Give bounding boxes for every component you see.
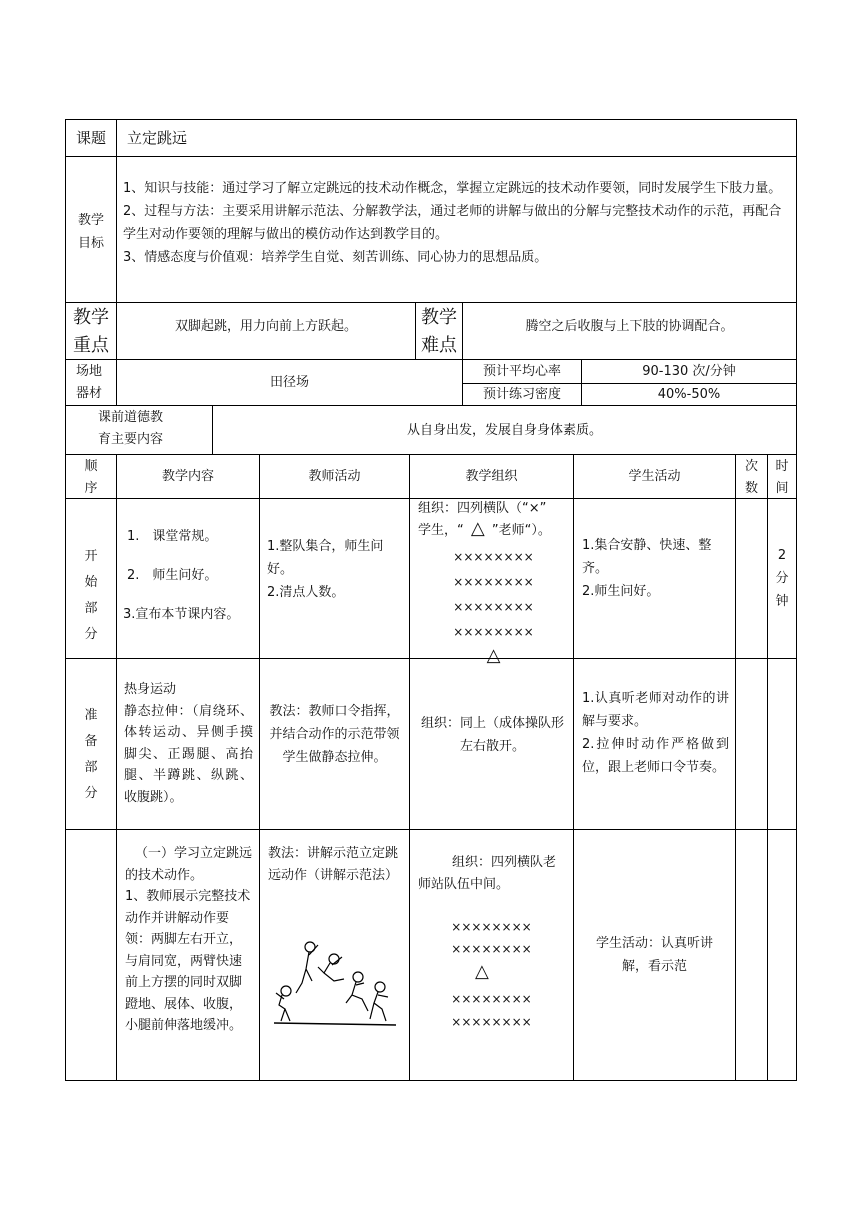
prep-student-item: 2.拉伸时动作严格做到位，跟上老师口令节奏。 bbox=[582, 737, 729, 775]
start-content-cell bbox=[116, 498, 260, 659]
key-points-label-2: 重点 bbox=[73, 335, 109, 356]
prep-organization-cell bbox=[409, 658, 574, 830]
header-order-1: 顺 bbox=[84, 459, 98, 474]
formation-row: ×××××××× bbox=[453, 600, 534, 614]
basic-time-cell bbox=[767, 829, 797, 1081]
header-order bbox=[65, 454, 117, 499]
phase-char: 开 bbox=[84, 549, 98, 564]
density-value-cell bbox=[581, 383, 797, 406]
basic-teacher-text: 教法：讲解示范立定跳远动作（讲解示范法） bbox=[268, 846, 399, 883]
course-label: 课题 bbox=[75, 128, 106, 147]
header-teacher bbox=[259, 454, 410, 499]
density-value: 40%-50% bbox=[657, 387, 721, 402]
moral-label-2: 育主要内容 bbox=[98, 432, 164, 447]
prep-time-cell bbox=[767, 658, 797, 830]
prep-content-title: 热身运动 bbox=[124, 682, 177, 697]
header-content-label: 教学内容 bbox=[161, 469, 214, 484]
formation-row: ×××××××× bbox=[453, 625, 534, 639]
jumper-figure-icon bbox=[276, 986, 291, 1021]
phase-char: 分 bbox=[84, 627, 98, 642]
start-times-cell bbox=[735, 498, 768, 659]
header-student-label: 学生活动 bbox=[628, 469, 681, 484]
start-org-line-part: ”老师“）。 bbox=[491, 523, 551, 538]
header-student bbox=[573, 454, 736, 499]
basic-student-text: 学生活动：认真听讲解，看示范 bbox=[595, 936, 713, 974]
header-organization-label: 教学组织 bbox=[465, 469, 518, 484]
density-label: 预计练习密度 bbox=[482, 387, 561, 402]
header-times-1: 次 bbox=[744, 459, 758, 474]
basic-formation bbox=[418, 895, 565, 1031]
prep-content-cell bbox=[116, 658, 260, 830]
objectives-cell bbox=[116, 156, 797, 303]
start-content-item: 3.宣布本节课内容。 bbox=[123, 607, 240, 622]
basic-organization-cell bbox=[409, 829, 574, 1081]
phase-char: 部 bbox=[84, 760, 98, 775]
prep-student-cell bbox=[573, 658, 736, 830]
venue-label-cell bbox=[65, 359, 117, 406]
basic-phase-cell bbox=[65, 829, 117, 1081]
prep-teacher-text: 教法：教师口令指挥，并结合动作的示范带领学生做静态拉伸。 bbox=[269, 704, 400, 765]
header-organization bbox=[409, 454, 574, 499]
phase-char: 准 bbox=[84, 708, 98, 723]
objective-item: 2、过程与方法：主要采用讲解示范法、分解教学法，通过老师的讲解与做出的分解与完整技术动作的示范，再配合学生对动作要领的理解与做出的模仿动作达到教学目的。 bbox=[123, 204, 782, 242]
difficulty-cell bbox=[462, 302, 797, 360]
key-points-cell bbox=[116, 302, 416, 360]
prep-times-cell bbox=[735, 658, 768, 830]
start-teacher-item: 2.清点人数。 bbox=[267, 585, 345, 600]
jumper-figure-icon bbox=[346, 972, 368, 1011]
course-title-cell bbox=[116, 119, 797, 157]
key-points-label-cell bbox=[65, 302, 117, 360]
venue-value: 田径场 bbox=[269, 375, 309, 390]
objective-item: 3、情感态度与价值观：培养学生自觉、刻苦训练、同心协力的思想品质。 bbox=[123, 250, 548, 265]
header-content bbox=[116, 454, 260, 499]
venue-label-1: 场地 bbox=[76, 364, 103, 379]
difficulty-label-2: 难点 bbox=[421, 335, 457, 356]
header-time bbox=[767, 454, 797, 499]
prep-content-body: 静态拉伸：（肩绕环、体转运动、异侧手摸脚尖、正踢腿、高抬腿、半蹲跳、纵跳、收腹跳）。 bbox=[124, 703, 253, 805]
start-student-item: 1.集合安静、快速、整齐。 bbox=[582, 538, 712, 576]
formation-row: ×××××××× bbox=[453, 550, 534, 564]
start-time-cell bbox=[767, 498, 797, 659]
header-teacher-label: 教师活动 bbox=[308, 469, 361, 484]
basic-content-title: （一）学习立定跳远的技术动作。 bbox=[125, 846, 253, 883]
key-points-text: 双脚起跳，用力向前上方跃起。 bbox=[174, 319, 357, 334]
header-time-2: 间 bbox=[775, 481, 789, 496]
jumper-figure-icon bbox=[318, 954, 344, 981]
prep-phase-cell bbox=[65, 658, 117, 830]
course-title: 立定跳远 bbox=[127, 128, 188, 147]
course-label-cell bbox=[65, 119, 117, 157]
time-char: 钟 bbox=[775, 594, 789, 609]
start-student-cell bbox=[573, 498, 736, 659]
basic-content-body: 1、教师展示完整技术动作并讲解动作要领：两脚左右开立，与肩同宽，两臂快速前上方摆的同时双脚蹬地、展体、收腹，小腿前伸落地缓冲。 bbox=[125, 889, 251, 1033]
long-jump-illustration bbox=[272, 937, 400, 1033]
header-times-2: 数 bbox=[744, 481, 758, 496]
triangle-icon: △ bbox=[475, 961, 489, 982]
basic-teacher-cell bbox=[259, 829, 410, 1081]
heart-rate-value-cell bbox=[581, 359, 797, 384]
moral-cell bbox=[212, 405, 797, 455]
start-organization-cell bbox=[409, 498, 574, 666]
heart-rate-label-cell bbox=[462, 359, 582, 384]
start-student-item: 2.师生问好。 bbox=[582, 584, 660, 599]
formation-row: ×××××××× bbox=[451, 920, 532, 934]
header-order-2: 序 bbox=[84, 481, 98, 496]
formation-row: ×××××××× bbox=[451, 992, 532, 1006]
header-times bbox=[735, 454, 768, 499]
formation-row: ×××××××× bbox=[453, 575, 534, 589]
triangle-icon: △ bbox=[486, 645, 501, 666]
jumper-figure-icon bbox=[370, 982, 388, 1021]
basic-times-cell bbox=[735, 829, 768, 1081]
heart-rate-value: 90-130 次/分钟 bbox=[642, 364, 736, 379]
time-char: 分 bbox=[775, 571, 789, 586]
formation-row: ×××××××× bbox=[451, 1015, 532, 1029]
start-org-line: 组织：四列横队（“×” bbox=[418, 501, 547, 516]
basic-student-cell bbox=[573, 829, 736, 1081]
phase-char: 部 bbox=[84, 601, 98, 616]
venue-label-2: 器材 bbox=[76, 386, 103, 401]
difficulty-text: 腾空之后收腹与上下肢的协调配合。 bbox=[525, 319, 734, 334]
objectives-label-cell bbox=[65, 156, 117, 303]
basic-organization-text: 组织：四列横队老师站队伍中间。 bbox=[418, 855, 557, 892]
moral-label-1: 课前道德教 bbox=[98, 410, 164, 425]
start-content-item: 1. 课堂常规。 bbox=[127, 529, 218, 544]
jumper-figure-icon bbox=[296, 942, 318, 993]
moral-label-cell bbox=[65, 405, 213, 455]
phase-char: 始 bbox=[84, 575, 98, 590]
triangle-icon: △ bbox=[470, 518, 485, 539]
objectives-label-1: 教学 bbox=[77, 213, 104, 228]
start-formation bbox=[418, 543, 569, 667]
phase-char: 分 bbox=[84, 786, 98, 801]
key-points-label-1: 教学 bbox=[73, 307, 109, 328]
difficulty-label-cell bbox=[415, 302, 463, 360]
objectives-label-2: 目标 bbox=[77, 236, 104, 251]
objective-item: 1、知识与技能：通过学习了解立定跳远的技术动作概念，掌握立定跳远的技术动作要领，同时发展学生下肢力量。 bbox=[123, 181, 782, 196]
moral-value: 从自身出发，发展自身身体素质。 bbox=[406, 422, 602, 438]
start-org-line-part: 学生，“ bbox=[418, 523, 464, 538]
start-org-line bbox=[418, 519, 569, 543]
header-time-1: 时 bbox=[775, 459, 789, 474]
prep-organization-text: 组织：同上（成体操队形左右散开。 bbox=[420, 716, 564, 754]
basic-content-cell bbox=[116, 829, 260, 1081]
venue-cell bbox=[116, 359, 463, 406]
formation-row: ×××××××× bbox=[451, 942, 532, 956]
density-label-cell bbox=[462, 383, 582, 406]
heart-rate-label: 预计平均心率 bbox=[482, 364, 561, 379]
time-char: 2 bbox=[777, 548, 787, 563]
prep-student-item: 1.认真听老师对动作的讲解与要求。 bbox=[582, 691, 729, 729]
start-teacher-item: 1.整队集合，师生问好。 bbox=[267, 539, 384, 577]
start-content-item: 2. 师生问好。 bbox=[127, 568, 218, 583]
prep-teacher-cell bbox=[259, 658, 410, 830]
phase-char: 备 bbox=[84, 734, 98, 749]
start-phase-cell bbox=[65, 498, 117, 659]
start-teacher-cell bbox=[259, 498, 410, 659]
difficulty-label-1: 教学 bbox=[421, 307, 457, 328]
